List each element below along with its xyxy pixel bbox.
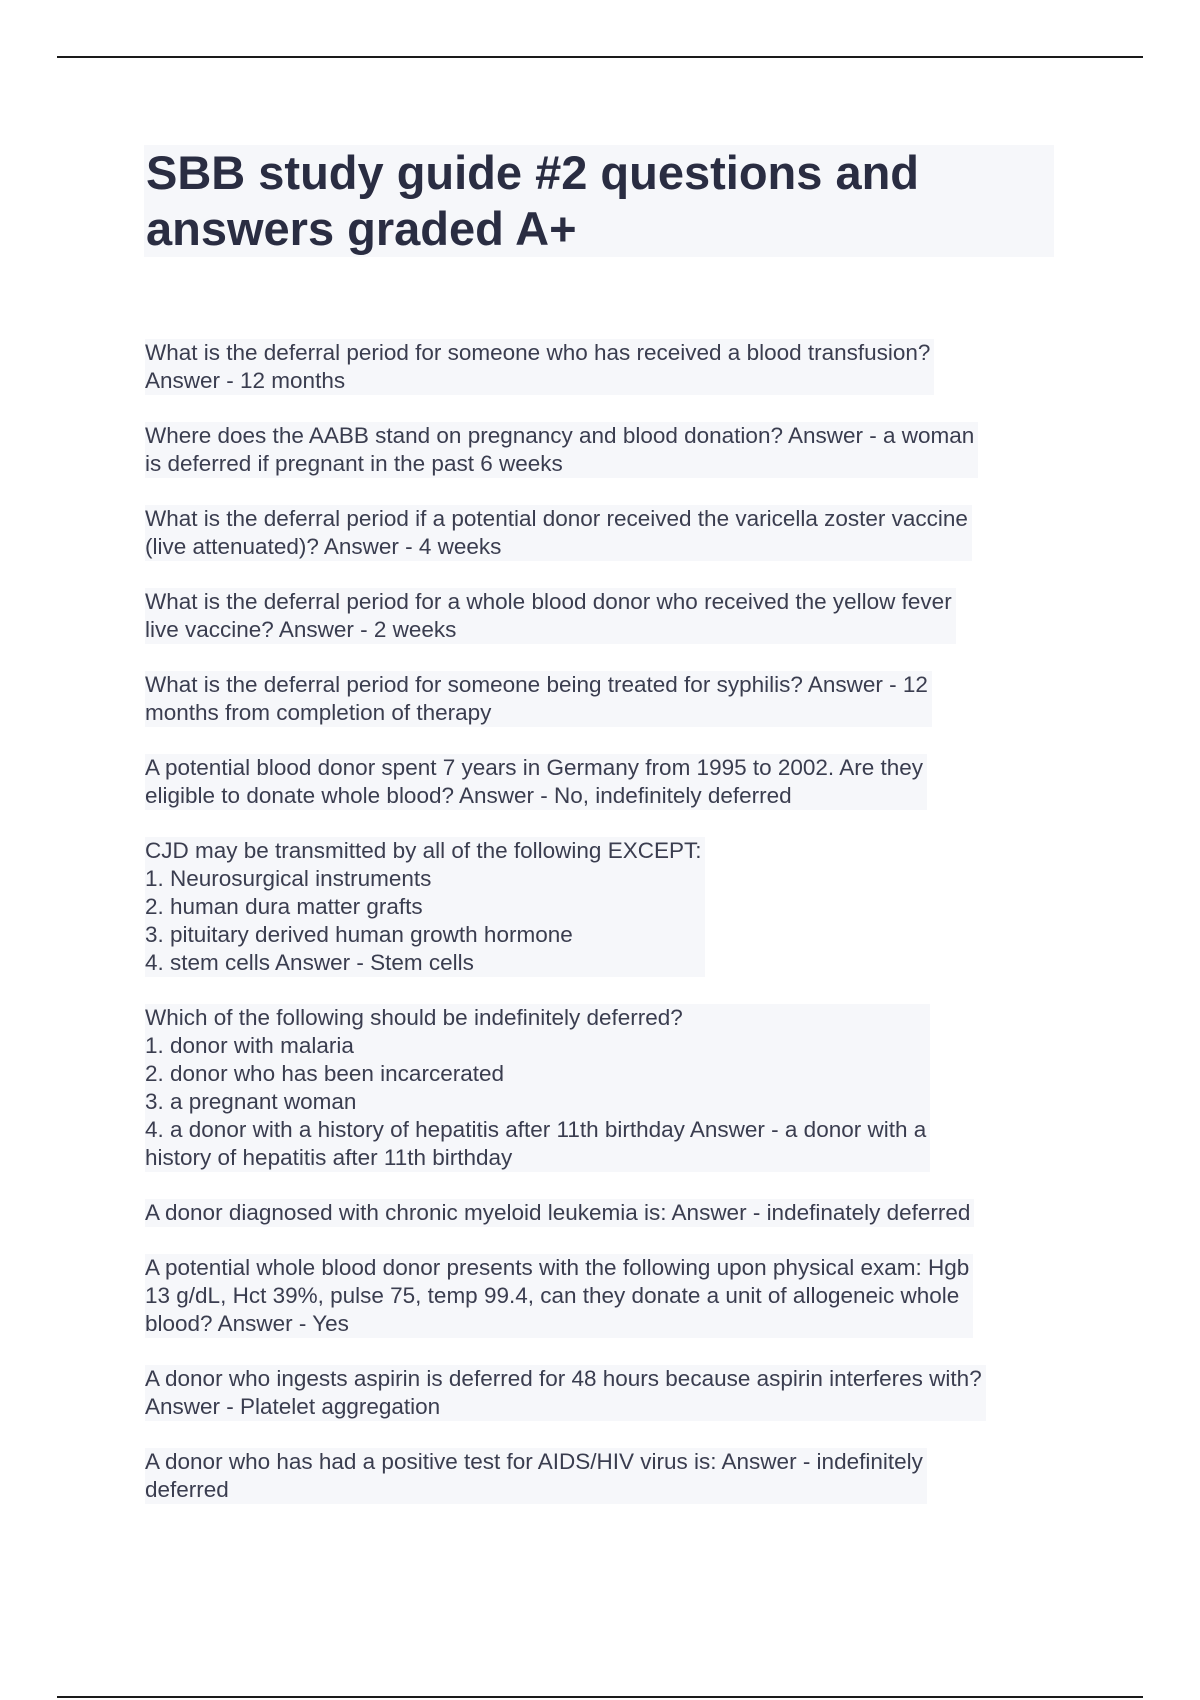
qa-item: What is the deferral period if a potential donor received the varicella zoster vaccine (live attenuated)? Answer - 4 weeks (145, 505, 972, 561)
qa-item: A potential blood donor spent 7 years in Germany from 1995 to 2002. Are they eligible to donate whole blood? Answer - No, indefinitely deferred (145, 754, 927, 810)
top-rule (57, 56, 1143, 58)
title-line-1: SBB study guide #2 questions and (146, 146, 919, 199)
page-title (144, 145, 1054, 257)
qa-item: A donor diagnosed with chronic myeloid leukemia is: Answer - indefinately deferred (145, 1199, 974, 1227)
qa-item: Where does the AABB stand on pregnancy and blood donation? Answer - a woman is deferred if pregnant in the past 6 weeks (145, 422, 978, 478)
qa-item: What is the deferral period for someone being treated for syphilis? Answer - 12 months from completion of therapy (145, 671, 932, 727)
qa-item: What is the deferral period for a whole blood donor who received the yellow fever live vaccine? Answer - 2 weeks (145, 588, 956, 644)
qa-item: Which of the following should be indefinitely deferred? 1. donor with malaria 2. donor who has been incarcerated 3. a pregnant woman 4. a donor with a history of hepatitis after 11th birthday Answer - a donor with a history of hepatitis after 11th birthday (145, 1004, 930, 1172)
title-box (144, 145, 1054, 257)
qa-item: A donor who has had a positive test for AIDS/HIV virus is: Answer - indefinitely deferred (145, 1448, 927, 1504)
qa-item: What is the deferral period for someone who has received a blood transfusion? Answer - 12 months (145, 339, 934, 395)
title-line-2: answers graded A+ (146, 202, 577, 255)
qa-item: CJD may be transmitted by all of the following EXCEPT: 1. Neurosurgical instruments 2. human dura matter grafts 3. pituitary derived human growth hormone 4. stem cells Answer - Stem cells (145, 837, 705, 977)
bottom-rule (57, 1696, 1143, 1698)
qa-item: A donor who ingests aspirin is deferred for 48 hours because aspirin interferes with? Answer - Platelet aggregation (145, 1365, 986, 1421)
qa-item: A potential whole blood donor presents with the following upon physical exam: Hgb 13 g/dL, Hct 39%, pulse 75, temp 99.4, can they donate a unit of allogeneic whole blood? Answer - Yes (145, 1254, 973, 1338)
qa-list (145, 339, 1065, 1531)
